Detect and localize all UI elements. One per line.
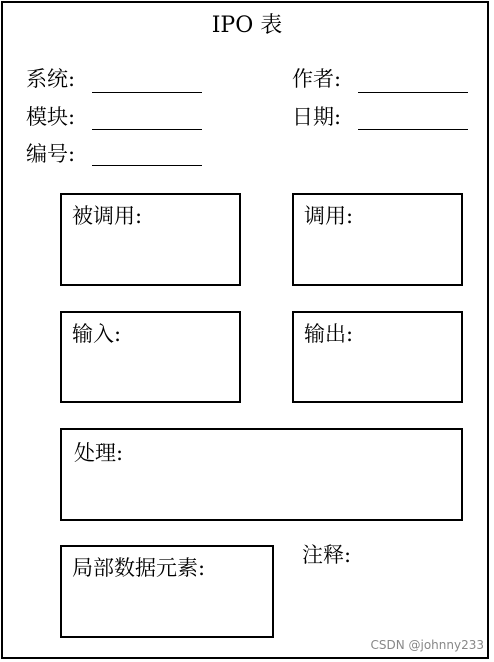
processing-box xyxy=(60,428,463,521)
module-label: 模块: xyxy=(26,105,76,129)
author-label: 作者: xyxy=(292,67,342,91)
form-title: IPO 表 xyxy=(211,13,283,38)
input-label: 输入: xyxy=(72,322,122,346)
system-blank-line xyxy=(92,92,202,93)
local-data-label: 局部数据元素: xyxy=(72,556,206,580)
output-box xyxy=(292,311,463,403)
processing-label: 处理: xyxy=(74,441,124,465)
input-box xyxy=(60,311,241,403)
date-label: 日期: xyxy=(292,105,342,129)
called-by-label: 被调用: xyxy=(72,204,143,228)
output-label: 输出: xyxy=(304,322,354,346)
called-by-box xyxy=(60,193,241,286)
author-blank-line xyxy=(358,92,468,93)
local-data-box xyxy=(60,545,274,638)
number-label: 编号: xyxy=(26,142,76,166)
calls-box xyxy=(292,193,463,286)
module-blank-line xyxy=(92,129,202,130)
notes-label: 注释: xyxy=(302,543,352,567)
number-blank-line xyxy=(92,165,202,166)
system-label: 系统: xyxy=(26,67,76,91)
calls-label: 调用: xyxy=(304,204,354,228)
watermark: CSDN @johnny233 xyxy=(370,638,484,652)
date-blank-line xyxy=(358,129,468,130)
